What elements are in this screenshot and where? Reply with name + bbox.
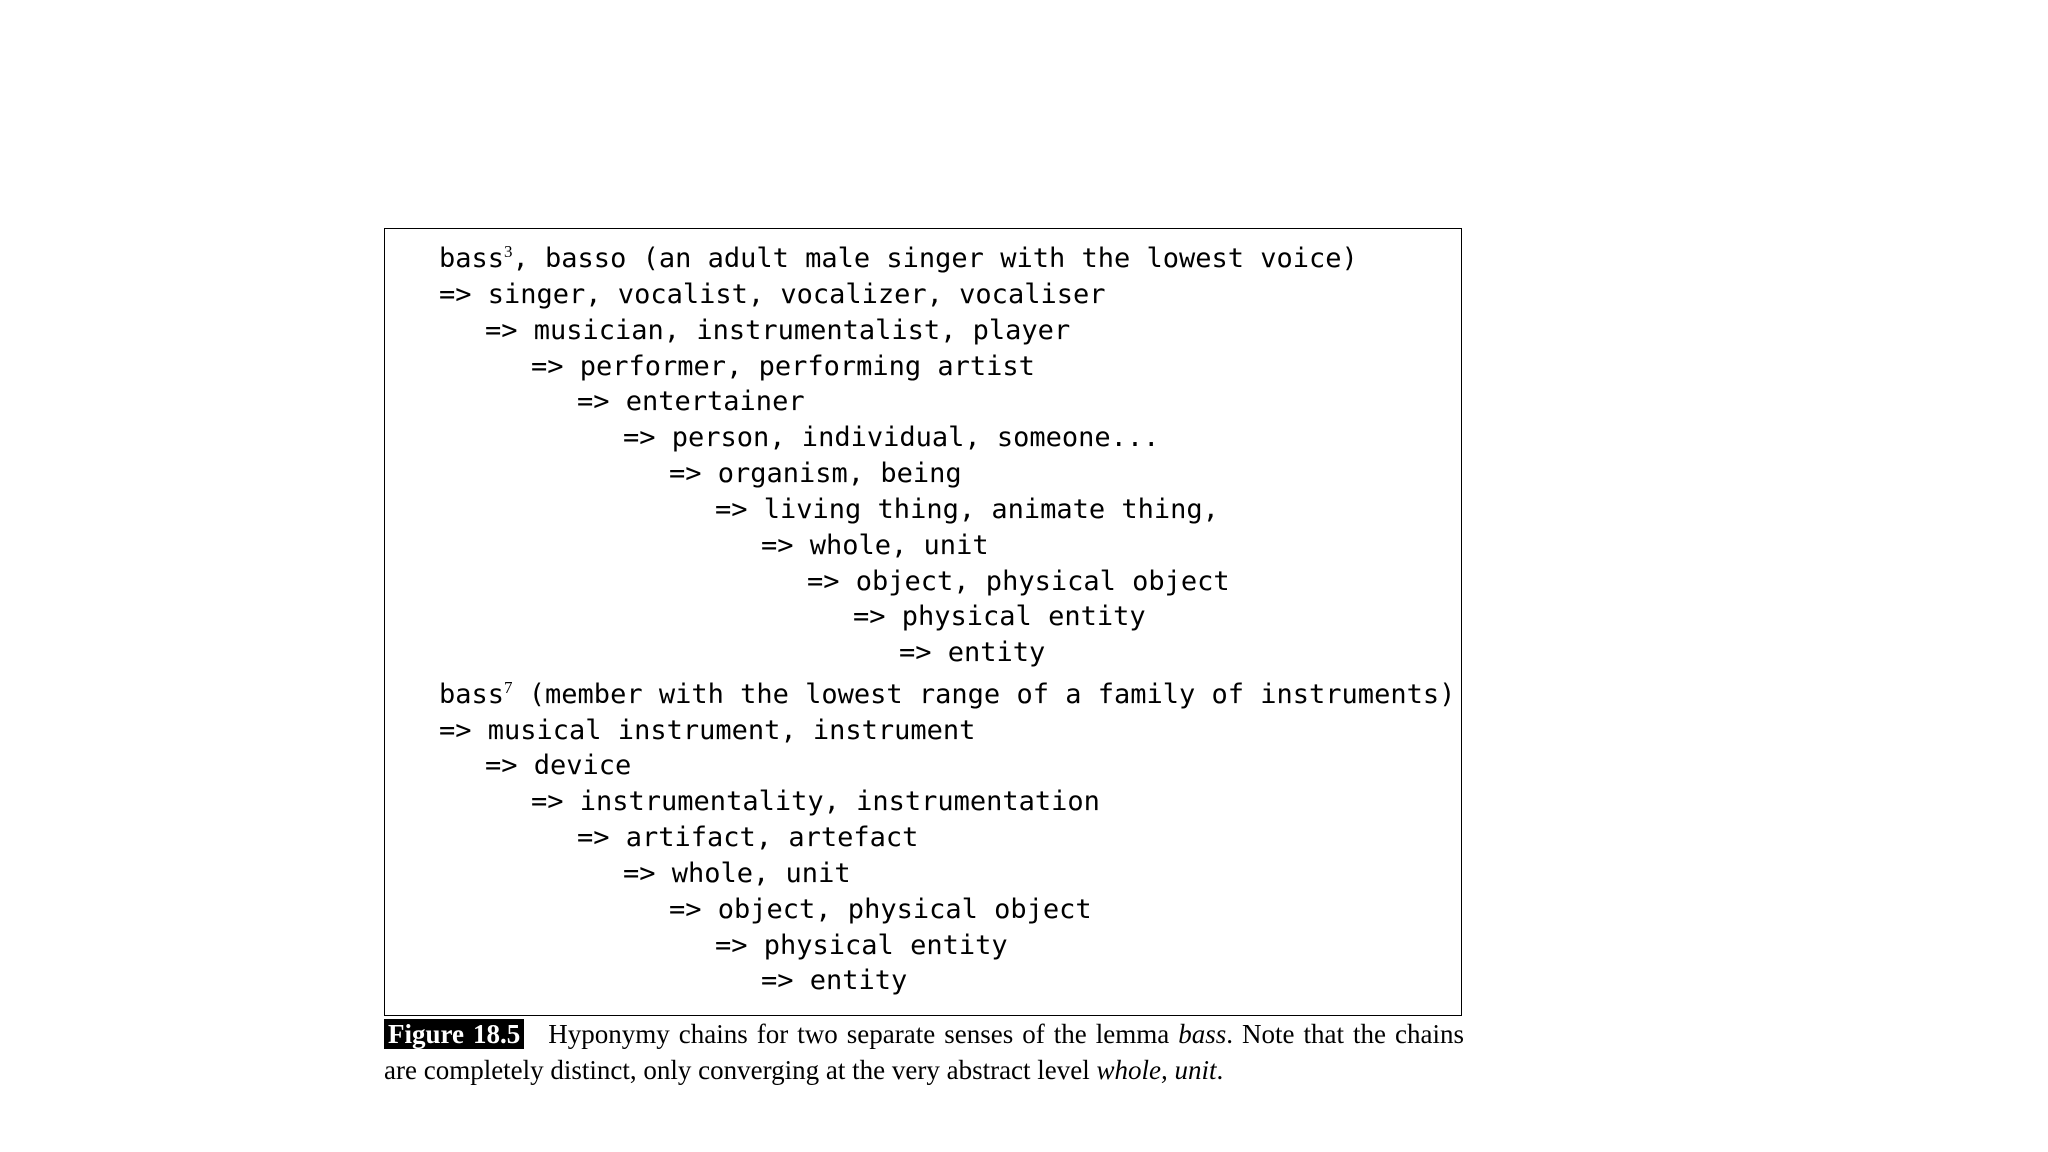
sense2-chain-item: => musical instrument, instrument (439, 715, 976, 746)
sense2-superscript: 7 (504, 678, 513, 697)
sense2-chain-item: => physical entity (715, 930, 1008, 961)
sense2-header (439, 679, 1455, 711)
sense1-chain-item: => entity (899, 637, 1046, 668)
sense1-superscript: 3 (504, 242, 513, 261)
sense2-chain-item: => device (485, 750, 632, 781)
caption-emphasis: bass (1178, 1019, 1227, 1049)
sense2-chain-item: => whole, unit (623, 858, 851, 889)
sense1-chain-item: => singer, vocalist, vocalizer, vocaliser (439, 279, 1106, 310)
sense1-chain-item: => musician, instrumentalist, player (485, 315, 1071, 346)
sense1-chain-item: => entertainer (577, 386, 805, 417)
figure-box (384, 228, 1462, 1016)
sense1-chain-item: => object, physical object (807, 566, 1230, 597)
figure-caption (384, 1016, 1464, 1088)
caption-text: Hyponymy chains for two separate senses of the lemma (548, 1019, 1179, 1049)
sense1-lemma: bass (439, 243, 505, 274)
sense2-lemma: bass (439, 679, 505, 710)
sense1-gloss: , basso (an adult male singer with the lowest voice) (512, 243, 1358, 274)
sense1-header (439, 243, 1358, 275)
sense2-gloss: (member with the lowest range of a family of instruments) (512, 679, 1456, 710)
sense2-chain-item: => entity (761, 965, 908, 996)
sense1-chain-item: => physical entity (853, 601, 1146, 632)
sense1-chain-item: => whole, unit (761, 530, 989, 561)
caption-text: . (1216, 1055, 1224, 1085)
figure-label: Figure 18.5 (384, 1019, 524, 1049)
sense1-chain-item: => organism, being (669, 458, 962, 489)
sense2-chain-item: => object, physical object (669, 894, 1092, 925)
sense1-chain-item: => performer, performing artist (531, 351, 1035, 382)
sense1-chain-item: => person, individual, someone... (623, 422, 1160, 453)
sense1-chain-item: => living thing, animate thing, (715, 494, 1219, 525)
sense2-chain-item: => instrumentality, instrumentation (531, 786, 1100, 817)
caption-emphasis: whole, unit (1096, 1055, 1217, 1085)
caption-text: . Note that the chains are completely distinct, only converging at the very abstract level (384, 1019, 1464, 1085)
sense2-chain-item: => artifact, artefact (577, 822, 919, 853)
